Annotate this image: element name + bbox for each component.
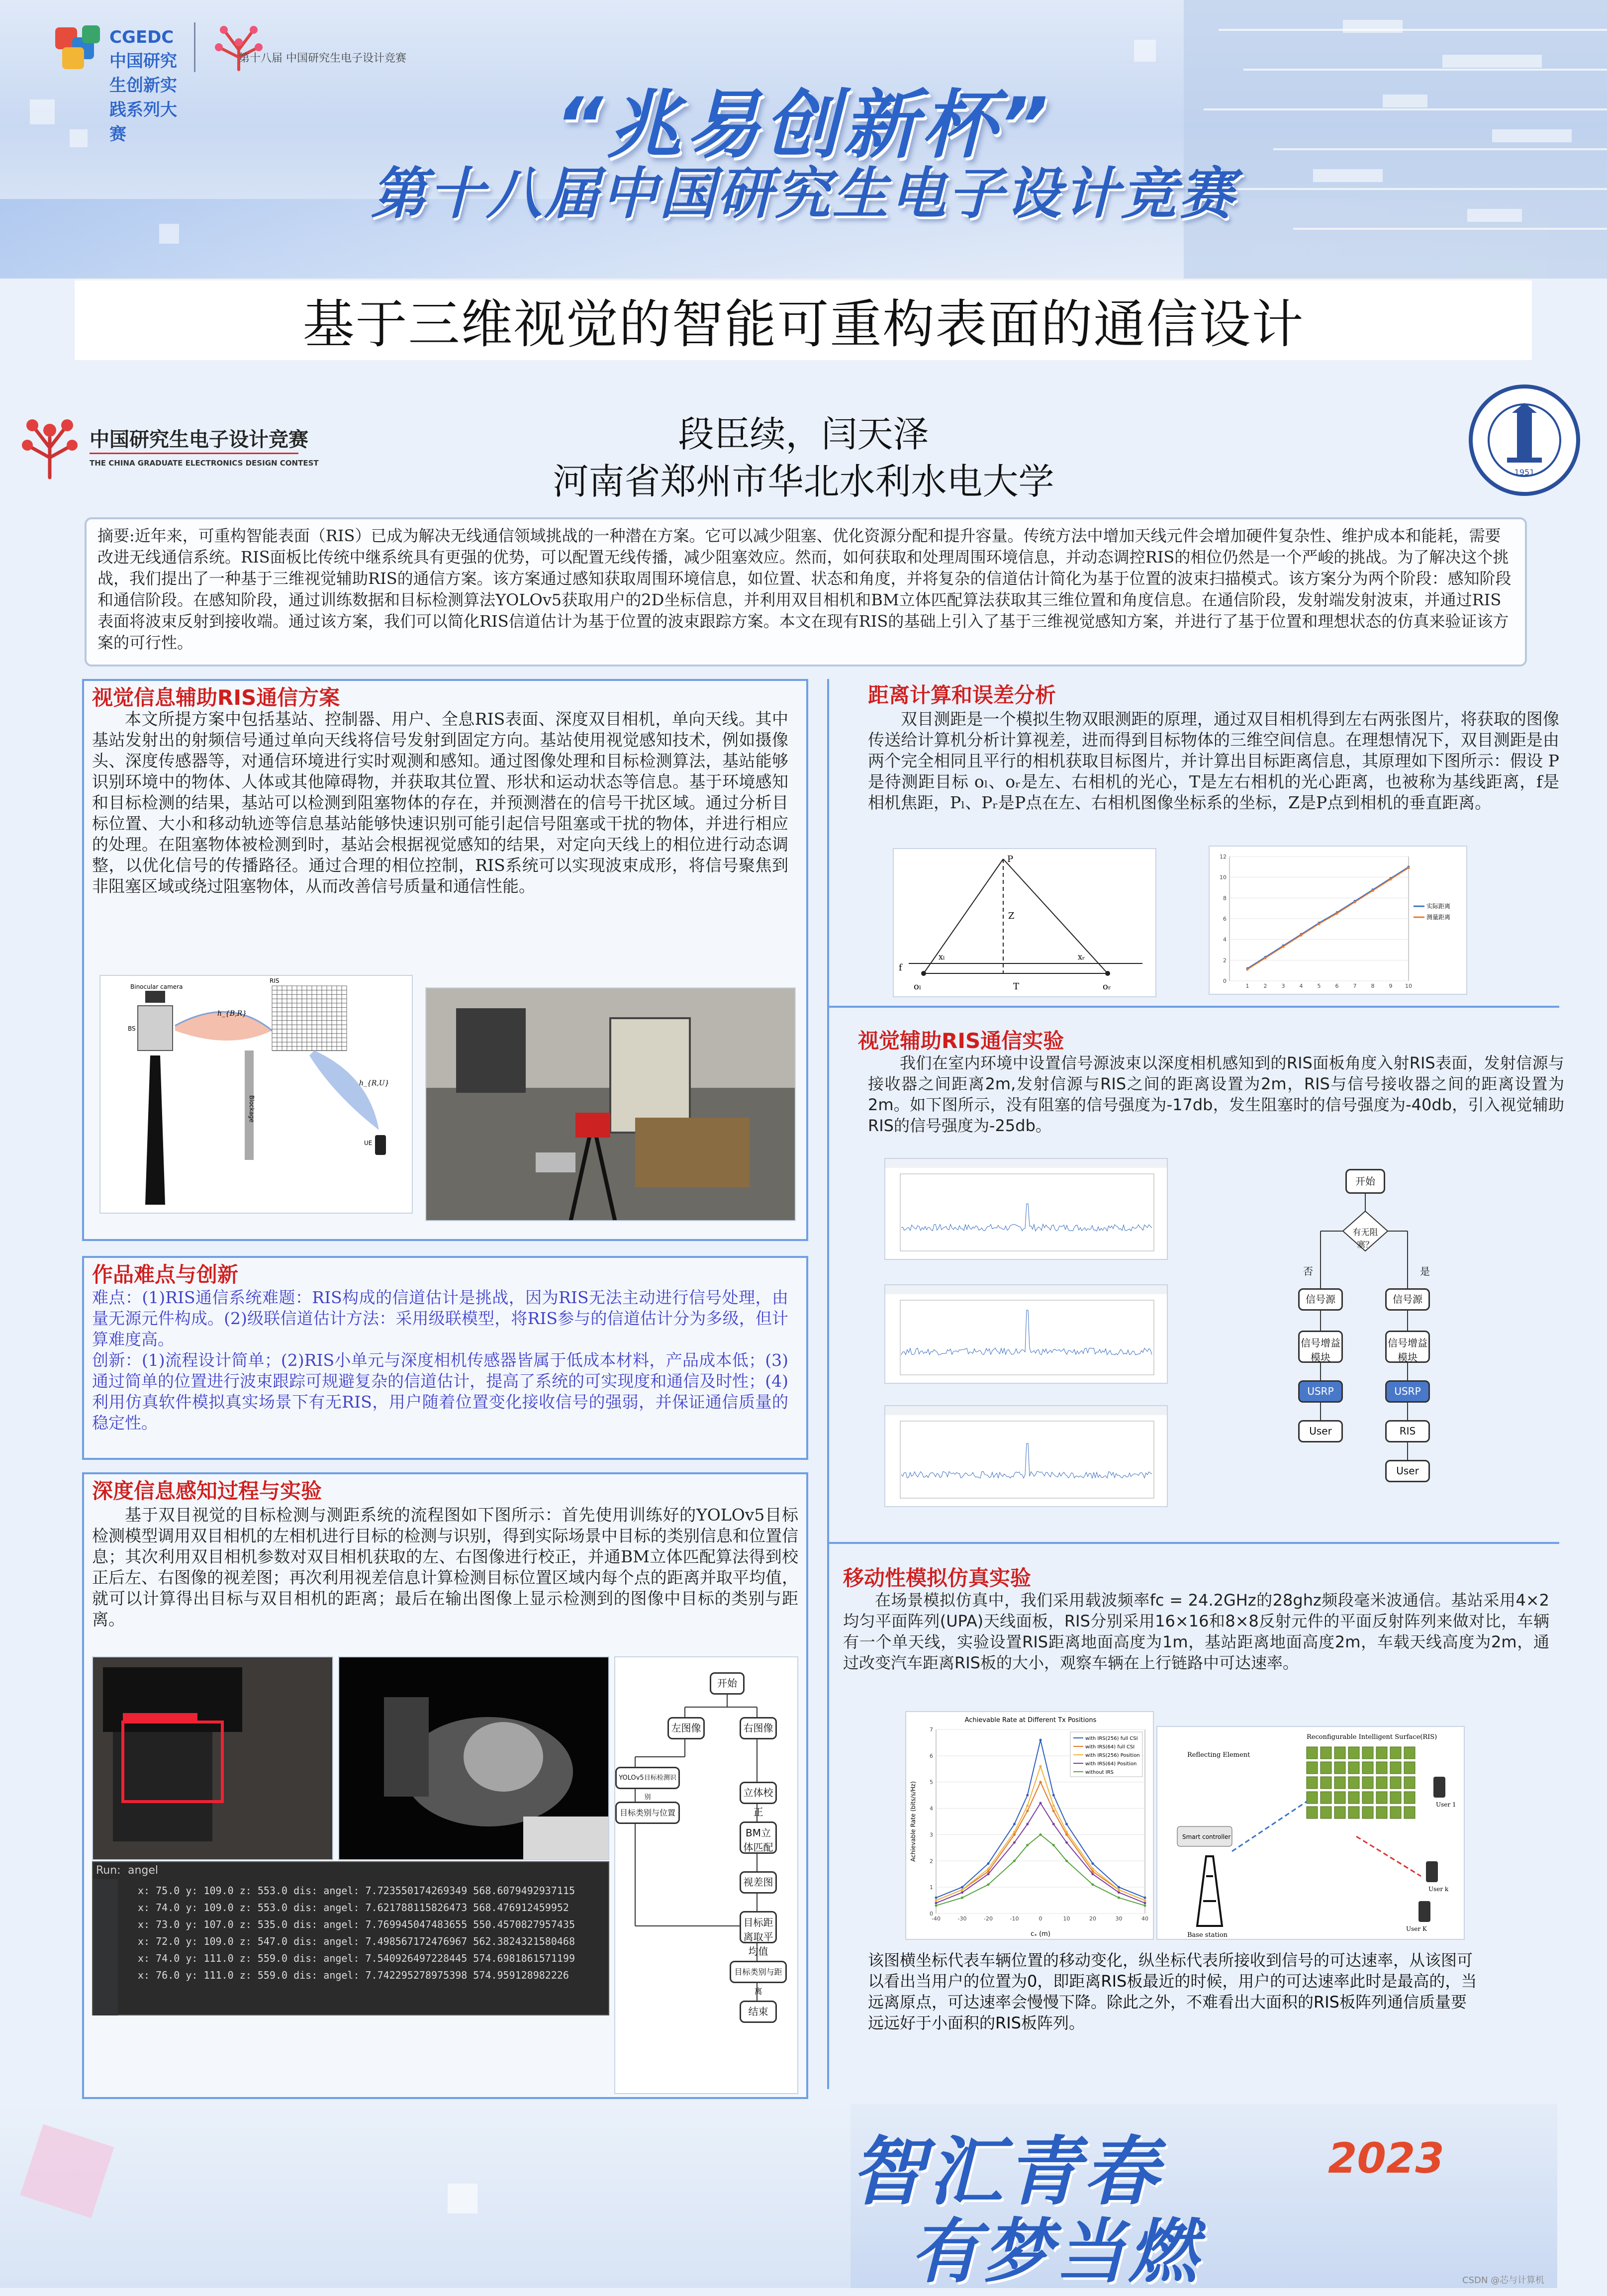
y-tick-label: 2	[930, 1858, 933, 1865]
y-axis-label: Achievable Rate (bits/s/Hz)	[910, 1781, 917, 1862]
data-point	[987, 1862, 990, 1865]
data-point	[1052, 1823, 1055, 1825]
x-tick-label: -30	[957, 1915, 967, 1922]
cgedc-logo-text: CGEDC 中国研究生创新实践系列大赛	[109, 27, 177, 144]
innovation-difficulty: 难点：(1)RIS通信系统难题：RIS构成的信道估计是挑战，因为RIS无法主动进行信号处理，由量无源元件构成。(2)级联信道估计方法：采用级联模型，将RIS参与的信道估计分为多级，但计算难度高。	[92, 1288, 788, 1349]
ue-label: UE	[364, 1140, 373, 1147]
legend-label: with IRS(256) full CSI	[1085, 1736, 1138, 1741]
data-point	[1065, 1823, 1068, 1825]
x-tick-label: -20	[984, 1915, 993, 1922]
y-tick-label: 2	[1223, 957, 1227, 964]
y-tick-label: 12	[1220, 854, 1227, 860]
stereo-ol: oₗ	[914, 981, 922, 992]
console-line: x: 74.0 y: 111.0 z: 559.0 dis: angel: 7.540926497228445 574.6981861571199	[138, 1952, 575, 1964]
scene-ris-label: Reconfigurable Intelligent Surface(RIS)	[1307, 1733, 1437, 1741]
depth-map	[338, 1656, 609, 1860]
bs-label: BS	[128, 1025, 136, 1032]
data-point	[1040, 1781, 1042, 1783]
data-point	[1013, 1823, 1016, 1825]
legend-label: without IRS	[1085, 1770, 1114, 1775]
system-diagram	[99, 975, 413, 1214]
data-point	[1013, 1841, 1016, 1844]
chart-title: Achievable Rate at Different Tx Positions	[964, 1717, 1097, 1724]
data-point	[1040, 1802, 1042, 1805]
y-tick-label: 3	[930, 1831, 933, 1838]
data-point	[1040, 1739, 1042, 1741]
detection-photo	[92, 1656, 333, 1860]
depth-flow-right: 右图像	[740, 1717, 777, 1739]
ris-flow-decision: 有无阻塞？	[1352, 1228, 1378, 1250]
y-tick-label: 4	[930, 1805, 933, 1812]
data-point	[1026, 1805, 1029, 1807]
slogan-line1: 智汇青春	[851, 2129, 1161, 2215]
x-tick-label: -40	[932, 1915, 941, 1922]
section-mobility-text: 在场景模拟仿真中，我们采用载波频率fc = 24.2GHz的28ghz频段毫米波通信。基站采用4×2均匀平面阵列(UPA)天线面板，RIS分别采用16×16和8×8反射元件的平面反射阵列来做对比，车辆有一个单天线，实验设置RIS距离地面高度为1m，基站距离地面高度2m，车载天线高度为2m，通过改变汽车距离RIS板的大小，观察车辆在上行链路中可达速率。	[843, 1591, 1549, 1672]
y-tick-label: 4	[1223, 936, 1227, 943]
data-point	[1372, 889, 1374, 892]
depth-flow-left: 左图像	[667, 1717, 705, 1739]
x-tick-label: 30	[1115, 1915, 1123, 1922]
ris-flow-src-left: 信号源	[1298, 1288, 1343, 1311]
ris-flow-user-left: User	[1298, 1420, 1343, 1442]
column-divider	[827, 679, 829, 2089]
x-tick-label: 2	[1263, 983, 1267, 989]
data-point	[1013, 1860, 1016, 1862]
achievable-rate-chart	[905, 1711, 1154, 1940]
data-point	[1300, 934, 1303, 937]
ris-flow-amp-right: 信号增益模块	[1385, 1331, 1430, 1363]
h-ru-label: h_{R,U}	[359, 1079, 389, 1087]
section-vision-ris-text: 本文所提方案中包括基站、控制器、用户、全息RIS表面、深度双目相机，单向天线。其中基站发射出的射频信号通过单向天线将信号发射到固定方向。基站使用视觉感知技术，例如摄像头、深度传感器等，对通信环境进行实时观测和感知。通过图像处理和目标检测算法，基站能够识别环境中的物体、人体或其他障碍物，并获取其位置、形状和运动状态等信息。基于环境感知和目标检测的结果，基站可以检测到阻塞物体的存在，并预测潜在的信号干扰区域。通过分析目标位置、大小和移动轨迹等信息基站能够快速识别可能引起信号阻塞或干扰的物体，并进行相应的处理。在阻塞物体被检测到时，基站会根据视觉感知的结果，对定向天线上的相位进行动态调整，以优化信号的传播路径。通过合理的相位控制，RIS系统可以实现波束成形，将信号聚焦到非阻塞区域或绕过阻塞物体，从而改善信号质量和通信性能。	[92, 709, 788, 896]
spectrum-plot-3	[884, 1405, 1168, 1507]
section-depth-text: 基于双目视觉的目标检测与测距系统的流程图如下图所示：首先使用训练好的YOLOv5目标检测模型调用双目相机的左相机进行目标的检测与识别，得到实际场景中目标的类别信息和位置信息；其次利用双目相机参数对双目相机获取的左、右图像进行校正，并通BM立体匹配算法得到校正后左、右图像的视差图；再次利用视差信息计算检测目标位置区域内每个点的距离并取平均值，就可以计算得出目标与双目相机的距离；最后在输出图像上显示检测到的图像中目标的类别与距离。	[92, 1505, 798, 1629]
y-tick-label: 10	[1220, 874, 1227, 881]
stereo-p: P	[1007, 854, 1014, 864]
data-point	[1052, 1844, 1055, 1846]
legend-label: 测量距离	[1426, 914, 1451, 921]
depth-flow-rectify: 立体校正	[740, 1782, 777, 1804]
legend-label: with IRS(256) Position	[1085, 1753, 1140, 1758]
ris-label: RIS	[270, 977, 280, 984]
abstract: 摘要:近年来，可重构智能表面（RIS）已成为解决无线通信领域挑战的一种潜在方案。它可以减少阻塞、优化资源分配和提升容量。传统方法中增加天线元件会增加硬件复杂性、维护成本和能耗，需要改进无线通信系统。RIS面板比传统中继系统具有更强的优势，可以配置无线传播，减少阻塞效应。然而，如何获取和处理周围环境信息，并动态调控RIS的相位仍然是一个严峻的挑战。为了解决这个挑战，我们提出了一种基于三维视觉辅助RIS的通信方案。该方案通过感知获取周围环境信息，如位置、状态和角度，并将复杂的信道估计简化为基于位置的波束扫描模式。该方案分为两个阶段：感知阶段和通信阶段。在感知阶段，通过训练数据和目标检测算法YOLOv5获取用户的2D坐标信息，并利用双目相机和BM立体匹配算法获取其三维位置和角度信息。在通信阶段，发射端发射波束，并通过RIS表面将波束反射到接收端。通过该方案，我们可以简化RIS信道估计为基于位置的波束跟踪方案。本文在现有RIS的基础上引入了基于三维视觉感知方案，并进行了基于位置和理想状态的仿真来验证该方案的可行性。	[85, 517, 1527, 667]
y-tick-label: 6	[930, 1752, 933, 1759]
ris-flow-amp-left: 信号增益模块	[1298, 1331, 1343, 1363]
slogan-area	[851, 2104, 1557, 2293]
affiliation: 河南省郑州市华北水利水电大学	[553, 461, 1054, 502]
stereo-t: T	[1013, 981, 1020, 992]
data-point	[987, 1883, 990, 1886]
data-point	[1092, 1883, 1094, 1886]
x-tick-label: 8	[1371, 983, 1375, 989]
data-point	[961, 1886, 963, 1889]
x-tick-label: 9	[1389, 983, 1393, 989]
section-depth-title: 深度信息感知过程与实验	[92, 1479, 322, 1503]
ris-flow-start: 开始	[1345, 1169, 1385, 1194]
distance-chart	[1209, 846, 1467, 995]
data-point	[961, 1891, 963, 1894]
data-point	[935, 1899, 938, 1902]
scene-bs-label: Base station	[1187, 1931, 1228, 1939]
x-tick-label: 7	[1353, 983, 1357, 989]
data-point	[1026, 1823, 1029, 1825]
depth-flow-target: 目标类别与位置	[615, 1802, 680, 1824]
y-tick-label: 6	[1223, 916, 1227, 922]
lab-photo	[425, 987, 796, 1221]
data-point	[935, 1897, 938, 1899]
ris-flow-no: 否	[1303, 1265, 1313, 1277]
poster-title: 基于三维视觉的智能可重构表面的通信设计	[302, 294, 1305, 355]
y-tick-label: 8	[1223, 895, 1227, 902]
console-line: x: 74.0 y: 109.0 z: 553.0 dis: angel: 7.621788115826473 568.476912459952	[138, 1902, 569, 1913]
data-point	[1065, 1841, 1068, 1844]
data-point	[1092, 1873, 1094, 1875]
contest-title-line2: 第十八届中国研究生电子设计竞赛	[371, 162, 1236, 226]
console-gutter	[93, 1879, 118, 2015]
x-tick-label: 1	[1245, 983, 1249, 989]
console-output	[138, 1882, 575, 1984]
section-mobility-title: 移动性模拟仿真实验	[843, 1566, 1032, 1590]
y-tick-label: 5	[930, 1779, 933, 1786]
data-point	[1144, 1902, 1146, 1904]
right-divider-1	[828, 1006, 1559, 1008]
data-point	[1282, 946, 1285, 948]
data-point	[1052, 1805, 1055, 1807]
stereo-z: Z	[1008, 911, 1015, 921]
data-point	[961, 1889, 963, 1891]
depth-flow-bm: BM立体匹配	[740, 1821, 777, 1854]
depth-flow-output: 目标类别与距离	[730, 1961, 787, 1983]
data-point	[1040, 1833, 1042, 1836]
authors: 段臣续，闫天泽	[678, 413, 929, 455]
scene-u1: User 1	[1436, 1801, 1456, 1808]
scene-uk: User k	[1428, 1886, 1449, 1893]
contest-title-line1: “兆易创新杯”	[555, 82, 1052, 169]
scene-element-label: Reflecting Element	[1187, 1751, 1250, 1759]
console-line: x: 75.0 y: 109.0 z: 553.0 dis: angel: 7.723550174269349 568.6079492937115	[138, 1885, 575, 1897]
section-vision-ris-title: 视觉信息辅助RIS通信方案	[92, 685, 340, 710]
console-header: Run:	[96, 1864, 121, 1877]
data-point	[1026, 1810, 1029, 1812]
data-point	[1408, 866, 1410, 869]
stereo-xl: xₗ	[939, 952, 945, 961]
data-point	[1026, 1844, 1029, 1846]
data-point	[1390, 878, 1392, 880]
ris-scene-diagram	[1156, 1726, 1465, 1940]
header-banner	[0, 0, 1607, 279]
innovation-points: 创新：(1)流程设计简单；(2)RIS小单元与深度相机传感器皆属于低成本材料，产品成本低；(3)通过简单的位置进行波束跟踪可规避复杂的信道估计，提高了系统的可实现度和通信及时性；(4)利用仿真软件模拟真实场景下有无RIS，用户随着位置变化接收信号的强弱，并保证通信质量的稳定性。	[92, 1350, 788, 1433]
depth-flowchart	[614, 1656, 798, 2094]
data-point	[935, 1905, 938, 1907]
ris-flow-user-right: User	[1385, 1460, 1430, 1482]
data-point	[1118, 1897, 1120, 1899]
left-logo-en: THE CHINA GRADUATE ELECTRONICS DESIGN CONTEST	[90, 459, 319, 468]
legend-label: 实际距离	[1426, 903, 1451, 910]
spectrum-plot-1	[884, 1158, 1168, 1260]
data-point	[1246, 968, 1249, 971]
x-tick-label: 6	[1335, 983, 1339, 989]
data-point	[1354, 901, 1356, 903]
section-distance-title: 距离计算和误差分析	[868, 683, 1056, 707]
left-logo-cn: 中国研究生电子设计竞赛	[90, 428, 308, 451]
x-tick-label: 3	[1281, 983, 1285, 989]
slogan-year: 2023	[1328, 2134, 1444, 2183]
run-console	[92, 1861, 609, 2015]
y-tick-label: 0	[1223, 978, 1227, 984]
data-point	[1144, 1905, 1146, 1907]
data-point	[1144, 1899, 1146, 1902]
y-tick-label: 7	[930, 1726, 933, 1733]
distance-chart-svg	[1210, 847, 1467, 995]
ris-flow-usrp-right: USRP	[1385, 1380, 1430, 1403]
section-innovation-title: 作品难点与创新	[92, 1262, 239, 1287]
slogan-line2: 有梦当燃	[910, 2211, 1201, 2293]
x-tick-label: 4	[1299, 983, 1303, 989]
console-line: x: 72.0 y: 109.0 z: 547.0 dis: angel: 7.498567172476967 562.3824321580468	[138, 1935, 575, 1947]
data-point	[1118, 1886, 1120, 1889]
data-point	[961, 1897, 963, 1899]
data-point	[1144, 1897, 1146, 1899]
x-axis-label: cₓ (m)	[1031, 1930, 1050, 1938]
scene-ctrl-label: Smart controller	[1182, 1833, 1231, 1840]
section-ris-exp-title: 视觉辅助RIS通信实验	[858, 1029, 1064, 1053]
ris-flow-ris: RIS	[1385, 1420, 1430, 1442]
spectrum-plot-2	[884, 1284, 1168, 1384]
depth-flow-disparity: 视差图	[740, 1871, 777, 1894]
ris-flow-src-right: 信号源	[1385, 1288, 1430, 1311]
data-point	[1026, 1794, 1029, 1797]
legend-label: with IRS(64) Position	[1085, 1761, 1137, 1767]
depth-flow-end: 结束	[740, 2001, 777, 2023]
data-point	[987, 1873, 990, 1875]
ris-flow-yes: 是	[1420, 1265, 1430, 1277]
data-point	[987, 1868, 990, 1870]
x-tick-label: 20	[1089, 1915, 1096, 1922]
data-point	[1118, 1891, 1120, 1894]
stereo-diagram	[893, 848, 1156, 997]
watermark: CSDN @芯与计算机	[1462, 2275, 1545, 2286]
console-tab[interactable]: angel	[128, 1864, 159, 1877]
console-line: x: 73.0 y: 107.0 z: 535.0 dis: angel: 7.769945047483655 550.4570827957435	[138, 1918, 575, 1930]
ris-flow-usrp-left: USRP	[1298, 1380, 1343, 1403]
mobility-conclusion: 该图横坐标代表车辆位置的移动变化，纵坐标代表所接收到信号的可达速率，从该图可以看出当用户的位置为0，即距离RIS板最近的时候，用户的可达速率此时是最高的，当远离原点，可达速率会慢慢下降。除此之外，不难看出大面积的RIS板阵列通信质量要远远好于小面积的RIS板阵列。	[868, 1951, 1477, 2032]
h-br-label: h_{B,R}	[217, 1010, 247, 1018]
data-point	[1318, 923, 1321, 925]
section-ris-exp-text: 我们在室内环境中设置信号源波束以深度相机感知到的RIS面板角度入射RIS表面，发射信源与接收器之间距离2m,发射信源与RIS之间的距离设置为2m，RIS与信号接收器之间的距离设置为2m。如下图所示，没有阻塞的信号强度为-17db，发生阻塞时的信号强度为-40db，引入视觉辅助RIS的信号强度为-25db。	[868, 1053, 1564, 1135]
y-tick-label: 1	[930, 1884, 933, 1891]
ris-flowchart	[1283, 1159, 1532, 1517]
legend-label: with IRS(64) full CSI	[1085, 1744, 1135, 1750]
depth-flow-avg: 目标距离取平均值	[740, 1911, 777, 1943]
footer-left-bg	[0, 2104, 851, 2288]
stereo-xr: xᵣ	[1078, 952, 1085, 961]
data-point	[1092, 1862, 1094, 1865]
data-point	[1040, 1765, 1042, 1768]
data-point	[1118, 1889, 1120, 1891]
contest-logo-text: 第十八届 中国研究生电子设计竞赛	[239, 52, 406, 65]
stereo-or: oᵣ	[1103, 981, 1112, 992]
x-tick-label: 10	[1063, 1915, 1070, 1922]
data-point	[1092, 1868, 1094, 1870]
data-point	[1065, 1860, 1068, 1862]
data-point	[935, 1902, 938, 1904]
x-tick-label: 0	[1039, 1915, 1042, 1922]
camera-label: Binocular camera	[130, 983, 183, 990]
svg-text:1951: 1951	[1514, 468, 1535, 477]
achievable-rate-chart-svg	[906, 1712, 1154, 1940]
x-tick-label: 5	[1317, 983, 1321, 989]
data-point	[1052, 1810, 1055, 1812]
data-point	[1264, 957, 1267, 959]
y-tick-label: 0	[930, 1911, 933, 1917]
x-tick-label: 40	[1141, 1915, 1148, 1922]
section-distance-text: 双目测距是一个模拟生物双眼测距的原理，通过双目相机得到左右两张图片，将获取的图像传送给计算机分析计算视差，进而得到目标物体的三维空间信息。在理想情况下，双目测距是由两个完全相同且平行的相机获取目标图片，并计算出目标距离信息，其原理如下图所示：假设 P 是待测距目标 oₗ、oᵣ是左、右相机的光心，T是左右相机的光心距离，也被称为基线距离，f是相机焦距，Pₗ、Pᵣ是P点在左、右相机图像坐标系的坐标，Z是P点到相机的垂直距离。	[868, 709, 1559, 812]
depth-flow-yolo: YOLOv5目标检测识别	[615, 1767, 680, 1789]
depth-flow-start: 开始	[710, 1672, 745, 1695]
data-point	[1336, 912, 1338, 915]
blockage-label: Blockage	[248, 1095, 255, 1123]
data-point	[1052, 1794, 1055, 1797]
data-point	[1065, 1831, 1068, 1833]
scene-uK: User K	[1406, 1925, 1427, 1932]
x-tick-label: -10	[1010, 1915, 1019, 1922]
right-divider-2	[828, 1542, 1559, 1544]
stereo-f: f	[899, 962, 902, 973]
console-line: x: 76.0 y: 111.0 z: 559.0 dis: angel: 7.742295278975398 574.959128982226	[138, 1969, 569, 1981]
data-point	[1013, 1831, 1016, 1833]
x-tick-label: 10	[1405, 983, 1412, 989]
